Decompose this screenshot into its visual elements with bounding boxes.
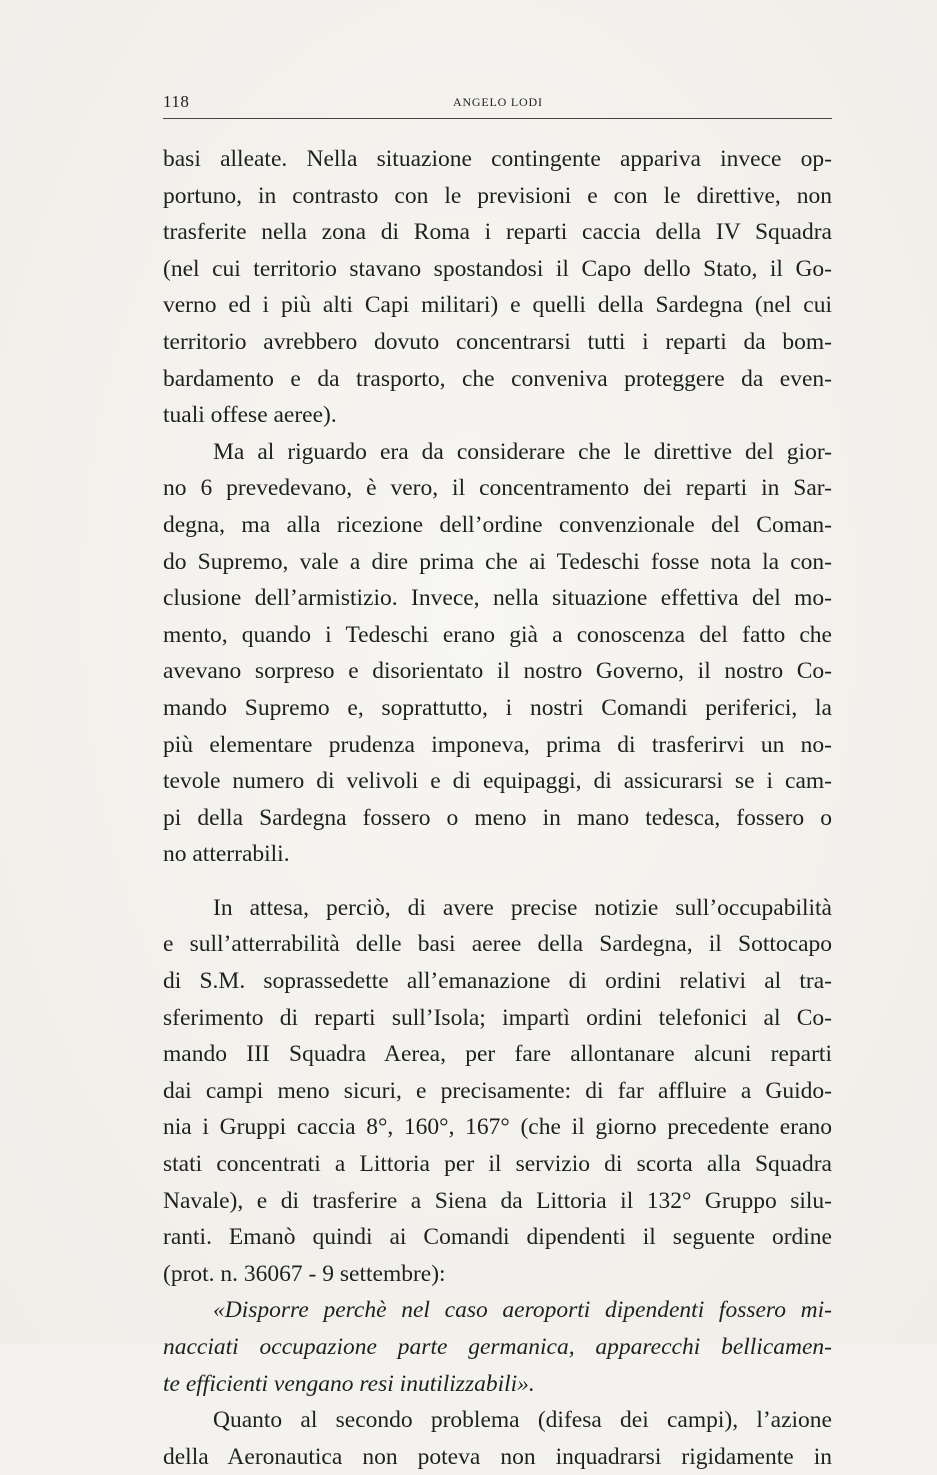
text-line: mando Supremo e, soprattutto, i nostri Comandi periferici, la	[163, 694, 832, 721]
text-line: In attesa, perciò, di avere precise notizie sull’occupabilità	[213, 894, 832, 921]
text-line: trasferite nella zona di Roma i reparti caccia della IV Squadra	[163, 219, 832, 246]
text-line: tevole numero di velivoli e di equipaggi, di assicurarsi se i cam-	[163, 768, 832, 795]
text-line: portuno, in contrasto con le previsioni e con le direttive, non	[163, 182, 832, 209]
header-rule	[163, 118, 832, 119]
text-line: Quanto al secondo problema (difesa dei campi), l’azione	[213, 1407, 832, 1434]
text-line: no atterrabili.	[163, 841, 290, 868]
text-line: più elementare prudenza imponeva, prima di trasferirvi un no-	[163, 731, 832, 758]
text-line: mento, quando i Tedeschi erano già a conoscenza del fatto che	[163, 621, 832, 648]
body-text	[163, 141, 832, 1475]
page-number: 118	[163, 92, 190, 111]
text-line: Ma al riguardo era da considerare che le direttive del gior-	[213, 438, 832, 465]
text-line: stati concentrati a Littoria per il servizio di scorta alla Squadra	[163, 1151, 832, 1178]
text-line: no 6 prevedevano, è vero, il concentramento dei reparti in Sar-	[163, 475, 832, 502]
text-line: bardamento e da trasporto, che conveniva proteggere da even-	[163, 365, 832, 392]
text-line: basi alleate. Nella situazione contingente appariva invece op-	[163, 146, 832, 172]
text-line: avevano sorpreso e disorientato il nostro Governo, il nostro Co-	[163, 658, 832, 685]
text-line: della Aeronautica non poteva non inquadrarsi rigidamente in	[163, 1443, 832, 1470]
quote-line: «Disporre perchè nel caso aeroporti dipendenti fossero mi-	[213, 1297, 832, 1324]
text-line: clusione dell’armistizio. Invece, nella situazione effettiva del mo-	[163, 585, 832, 612]
text-line: degna, ma alla ricezione dell’ordine convenzionale del Coman-	[163, 511, 832, 538]
text-line: di S.M. soprassedette all’emanazione di ordini relativi al tra-	[163, 968, 832, 995]
text-line: verno ed i più alti Capi militari) e quelli della Sardegna (nel cui	[163, 292, 832, 319]
text-line: do Supremo, vale a dire prima che ai Tedeschi fosse nota la con-	[163, 548, 832, 575]
running-head: ANGELO LODI	[453, 95, 543, 109]
text-line: sferimento di reparti sull’Isola; impartì ordini telefonici al Co-	[163, 1004, 832, 1031]
text-line: dai campi meno sicuri, e precisamente: di far affluire a Guido-	[163, 1077, 832, 1104]
text-line: pi della Sardegna fossero o meno in mano tedesca, fossero o	[163, 804, 832, 831]
text-line: Navale), e di trasferire a Siena da Littoria il 132° Gruppo silu-	[163, 1187, 832, 1214]
text-line: nia i Gruppi caccia 8°, 160°, 167° (che il giorno precedente erano	[163, 1114, 832, 1141]
text-line: territorio avrebbero dovuto concentrarsi tutti i reparti da bom-	[163, 328, 832, 355]
quote-line: nacciati occupazione parte germanica, apparecchi bellicamen-	[163, 1334, 832, 1360]
text-line: tuali offese aeree).	[163, 402, 337, 429]
text-line: (prot. n. 36067 - 9 settembre):	[163, 1260, 446, 1287]
text-line: e sull’atterrabilità delle basi aeree della Sardegna, il Sottocapo	[163, 931, 832, 958]
text-line: mando III Squadra Aerea, per fare allontanare alcuni reparti	[163, 1041, 832, 1068]
page-header	[163, 92, 832, 116]
quote-line: te efficienti vengano resi inutilizzabili».	[163, 1370, 535, 1397]
text-line: ranti. Emanò quindi ai Comandi dipendenti il seguente ordine	[163, 1224, 832, 1251]
paragraph-gap	[163, 873, 832, 890]
text-line: (nel cui territorio stavano spostandosi il Capo dello Stato, il Go-	[163, 255, 832, 282]
